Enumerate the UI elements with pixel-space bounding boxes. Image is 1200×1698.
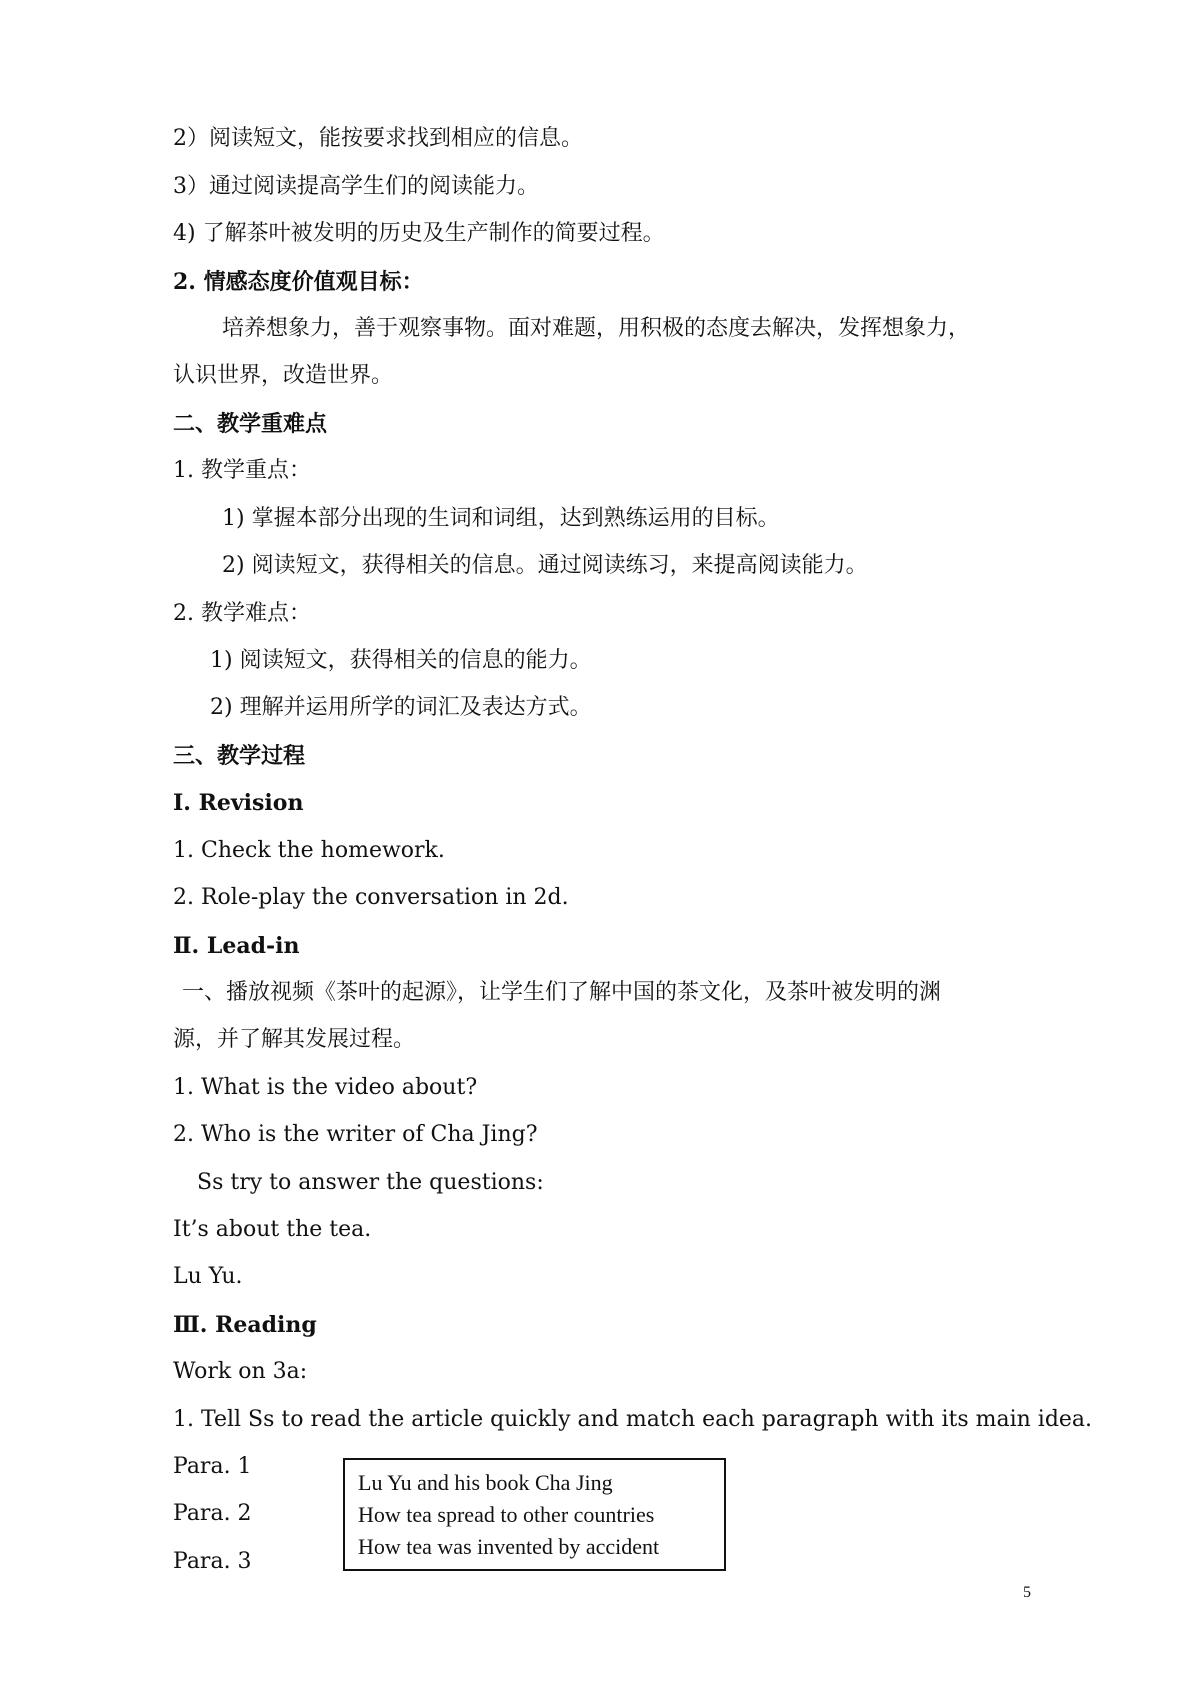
emotion-line-2: 认识世界，改造世界。: [173, 363, 394, 388]
paragraph-label-3: Para. 3: [173, 1549, 252, 1574]
objective-item-4: 4) 了解茶叶被发明的历史及生产制作的简要过程。: [173, 221, 665, 246]
key-point-1: 1) 掌握本部分出现的生词和词组，达到熟练运用的目标。: [222, 506, 780, 531]
key-point-2: 2) 阅读短文，获得相关的信息。通过阅读练习，来提高阅读能力。: [222, 553, 868, 578]
leadin-heading: Ⅱ. Lead-in: [173, 933, 300, 959]
main-idea-2: How tea spread to other countries: [358, 1502, 655, 1527]
key-points-heading: 1. 教学重点：: [173, 458, 311, 483]
leadin-answer-1: It’s about the tea.: [173, 1217, 372, 1242]
difficult-point-2: 2) 理解并运用所学的词汇及表达方式。: [210, 695, 592, 720]
main-idea-box: [343, 1458, 726, 1571]
leadin-answer-2: Lu Yu.: [173, 1264, 243, 1289]
paragraph-label-1: Para. 1: [173, 1454, 252, 1479]
leadin-intro-line-2: 源，并了解其发展过程。: [173, 1027, 416, 1052]
revision-step-2: 2. Role-play the conversation in 2d.: [173, 885, 569, 910]
paragraph-label-2: Para. 2: [173, 1501, 252, 1526]
revision-step-1: 1. Check the homework.: [173, 838, 445, 863]
section-heading-key-difficult: 二、教学重难点: [173, 411, 328, 437]
leadin-intro-line-1: 一、播放视频《茶叶的起源》，让学生们了解中国的茶文化，及茶叶被发明的渊: [182, 980, 942, 1005]
difficult-points-heading: 2. 教学难点：: [173, 601, 311, 626]
revision-heading: Ⅰ. Revision: [173, 790, 304, 816]
leadin-question-2: 2. Who is the writer of Cha Jing?: [173, 1122, 538, 1147]
objective-item-3: 3）通过阅读提高学生们的阅读能力。: [173, 174, 539, 199]
reading-task-1: 1. Tell Ss to read the article quickly and match each paragraph with its main idea.: [173, 1407, 1093, 1432]
leadin-question-1: 1. What is the video about?: [173, 1075, 478, 1100]
reading-work-on: Work on 3a:: [173, 1359, 308, 1384]
section-heading-process: 三、教学过程: [173, 743, 306, 769]
main-idea-3: How tea was invented by accident: [358, 1534, 660, 1559]
emotion-line-1: 培养想象力，善于观察事物。面对难题，用积极的态度去解决，发挥想象力，: [222, 316, 971, 341]
difficult-point-1: 1) 阅读短文，获得相关的信息的能力。: [210, 648, 592, 673]
page-number: 5: [1023, 1584, 1031, 1601]
reading-heading: Ⅲ. Reading: [173, 1312, 317, 1338]
main-idea-1: Lu Yu and his book Cha Jing: [358, 1470, 613, 1495]
leadin-prompt: Ss try to answer the questions:: [197, 1170, 544, 1195]
objective-item-2: 2）阅读短文，能按要求找到相应的信息。: [173, 126, 583, 151]
emotion-heading: 2. 情感态度价值观目标：: [173, 269, 424, 295]
